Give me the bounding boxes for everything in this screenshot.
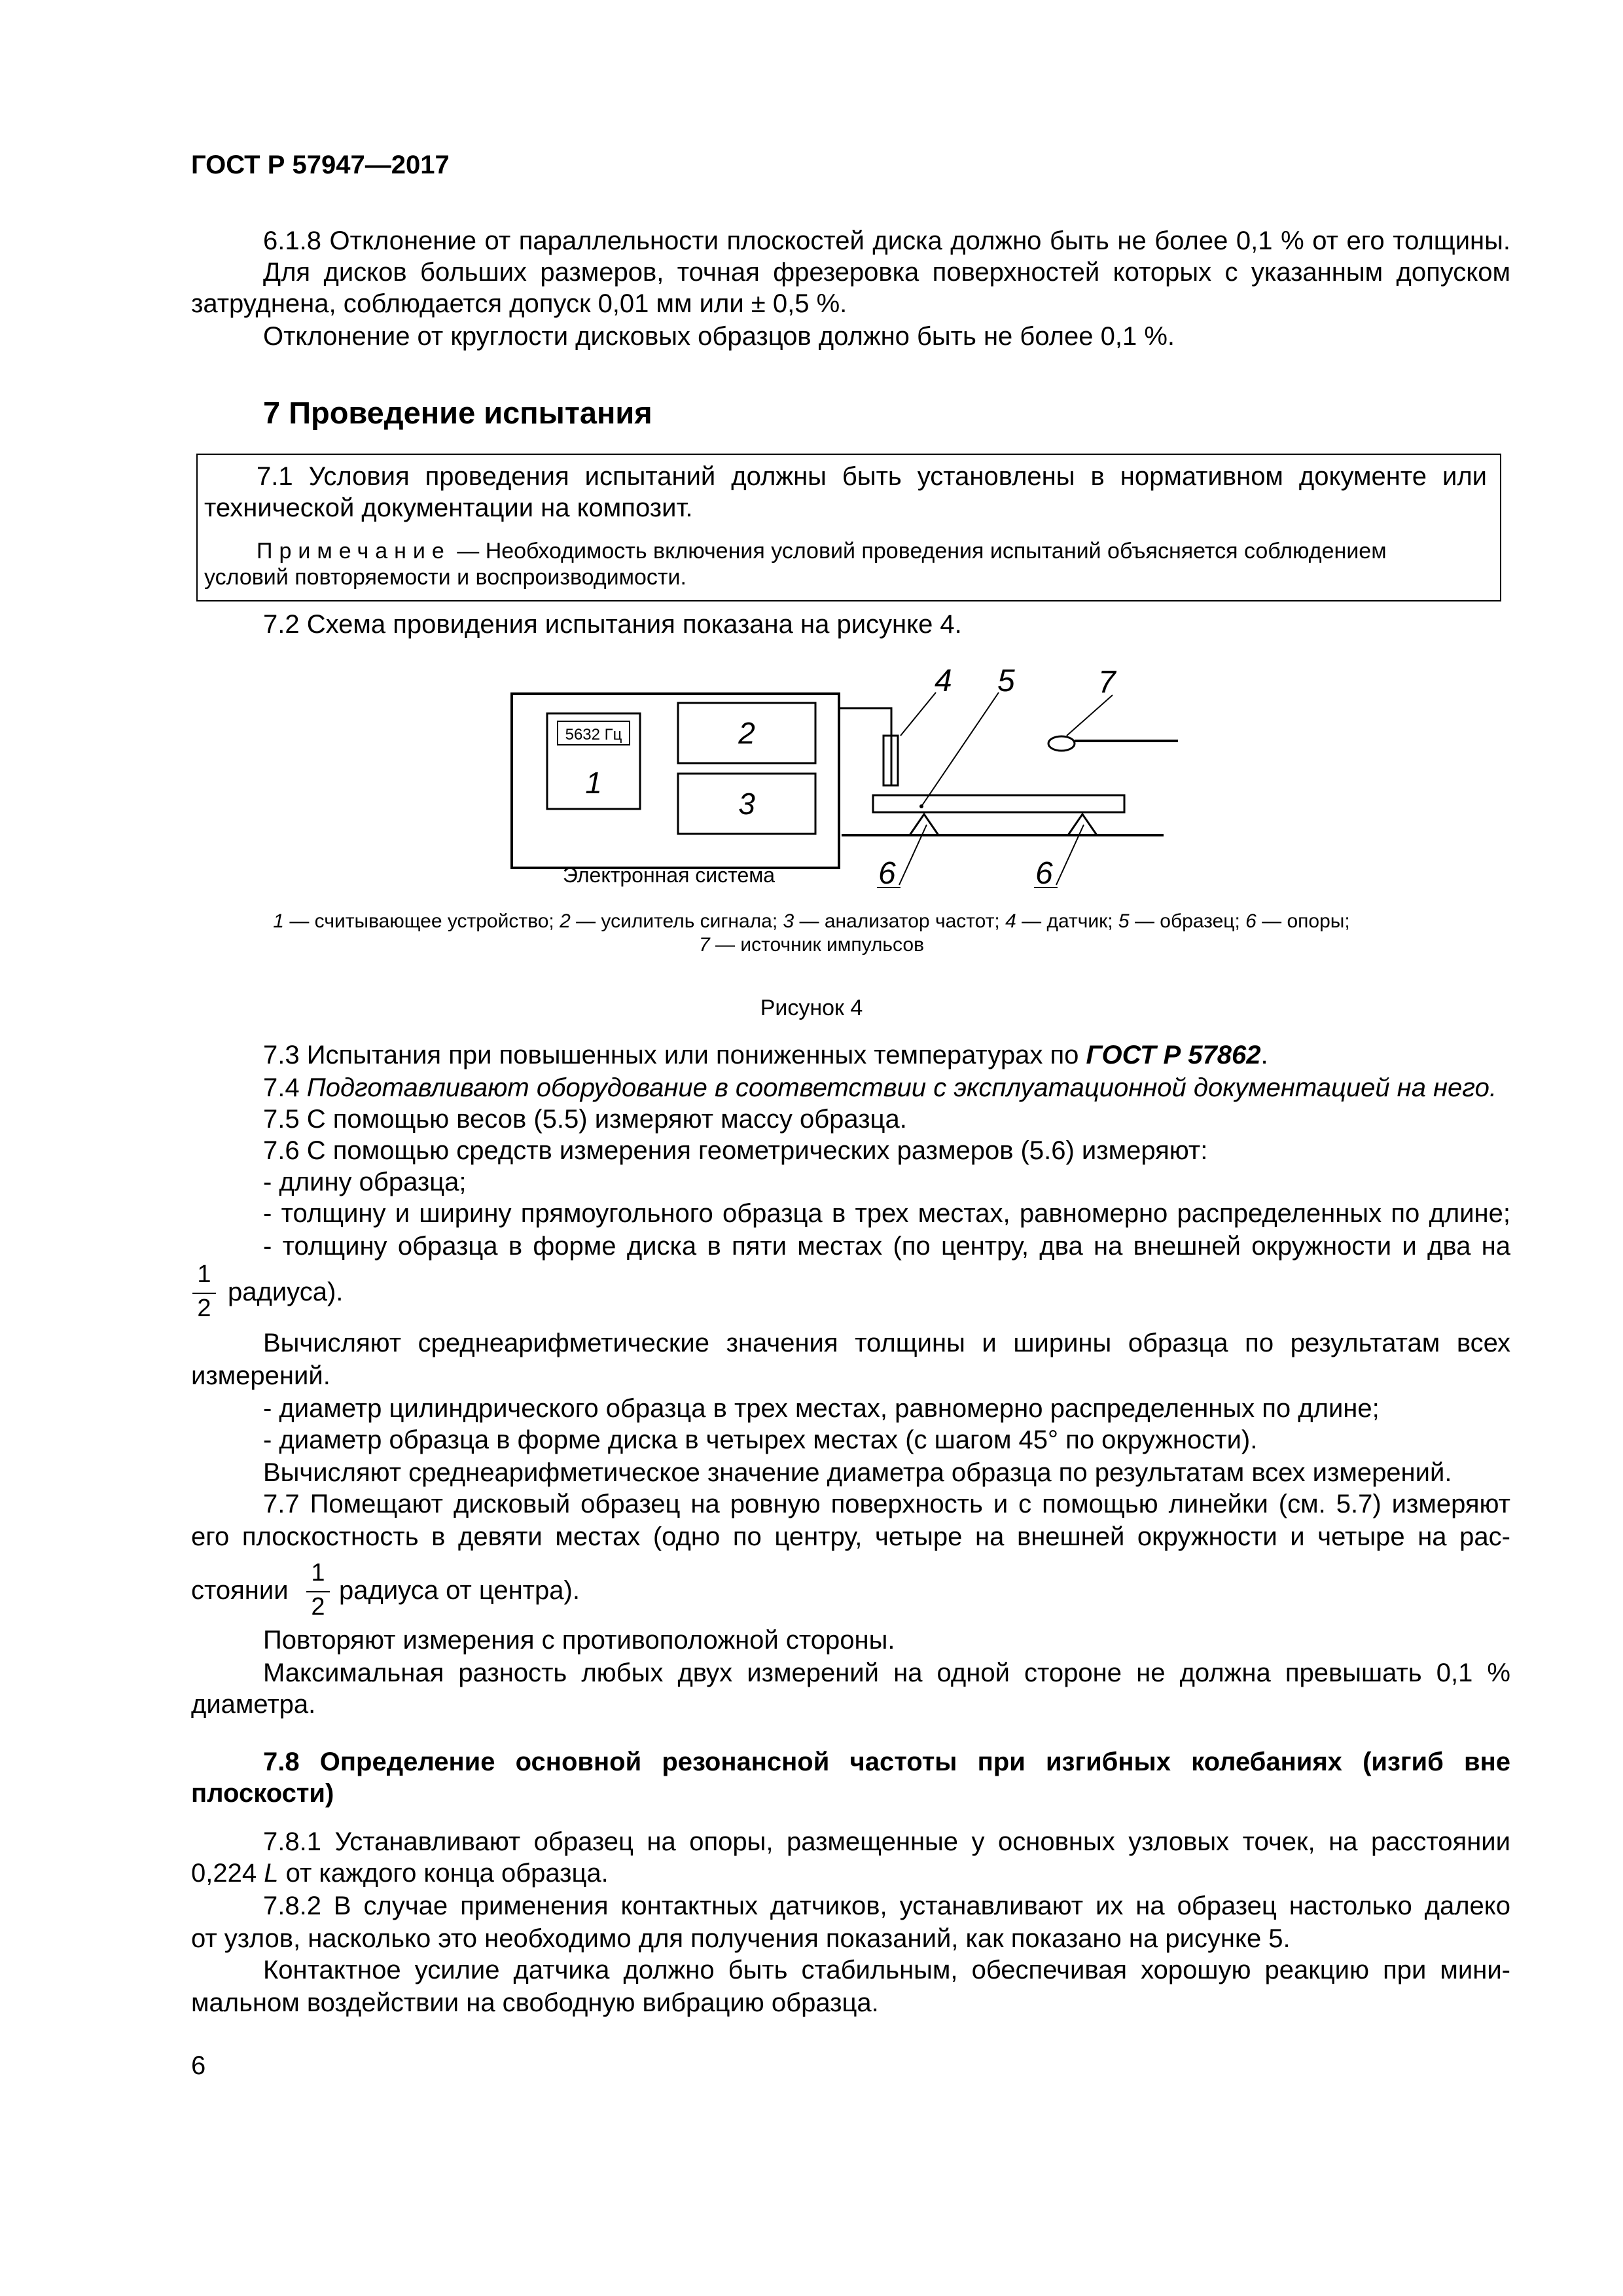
- electronic-system-label: Электронная система: [562, 863, 776, 887]
- document-code-header: ГОСТ Р 57947—2017: [191, 151, 450, 179]
- box-7-1-line-1: 7.1 Условия проведения испытаний должны быть установлены в нормативном документе или: [257, 462, 1487, 491]
- label-4: 4: [935, 664, 952, 698]
- gost-reference-link[interactable]: ГОСТ Р 57862: [1086, 1041, 1261, 1069]
- paragraph-7-6-line-1: 7.6 С помощью средств измерения геометрических размеров (5.6) измеряют:: [263, 1136, 1208, 1165]
- paragraph-7-4: 7.4 Подготавливают оборудование в соответствии с эксплуатационной документацией на него.: [263, 1073, 1497, 1102]
- paragraph-7-8-1-line-2: 0,224 L от каждого конца образца.: [191, 1859, 609, 1888]
- specimen: [873, 795, 1124, 812]
- paragraph-7-7-line-4: Повторяют измерения с противоположной стороны.: [263, 1626, 895, 1655]
- paragraph-7-8-2-line-4: мальном воздействии на свободную вибрацию образца.: [191, 1988, 879, 2017]
- paragraph-6-1-8-line-2: Для дисков больших размеров, точная фрезеровка поверхностей которых с указанным допуском: [263, 258, 1510, 287]
- legend-text: — датчик;: [1016, 910, 1118, 932]
- paragraph-7-7-line-1: 7.7 Помещают дисковый образец на ровную поверхность и с помощью линейки (см. 5.7) измеряют: [263, 1490, 1510, 1518]
- legend-text: — источник импульсов: [709, 934, 925, 956]
- leader-5: [921, 692, 999, 806]
- readout-display-value: 5632 Гц: [565, 726, 622, 744]
- legend-number: 6: [1245, 910, 1257, 932]
- paragraph-6-1-8-line-3: затруднена, соблюдается допуск 0,01 мм или ± 0,5 %.: [191, 289, 847, 318]
- paragraph-7-7-line-5: Максимальная разность любых двух измерений на одной стороне не должна превышать 0,1 %: [263, 1659, 1510, 1687]
- paragraph-7-6-line-5: радиуса).: [228, 1278, 344, 1306]
- label-6-right: 6: [1035, 856, 1053, 891]
- paragraph-6-1-8-line-1: 6.1.8 Отклонение от параллельности плоскостей диска должно быть не более 0,1 % от его толщины.: [263, 226, 1510, 255]
- page-number: 6: [191, 2051, 206, 2080]
- legend-number: 7: [698, 934, 710, 956]
- paragraph-7-6-line-9: - диаметр образца в форме диска в четырех местах (с шагом 45° по окружности).: [263, 1426, 1258, 1454]
- label-6-left: 6: [878, 856, 896, 891]
- fraction-numerator: 1: [197, 1261, 211, 1288]
- label-1: 1: [585, 766, 602, 800]
- paragraph-7-6-line-6: Вычисляют среднеарифметические значения толщины и ширины образца по результатам всех: [263, 1329, 1510, 1357]
- paragraph-7-7-line-6: диаметра.: [191, 1690, 316, 1719]
- box-7-1-line-2: технической документации на композит.: [204, 493, 693, 522]
- note-label: Примечание: [257, 539, 451, 564]
- figure-4-schematic: [0, 0, 1623, 956]
- leader-4: [901, 692, 936, 736]
- section-7-heading: 7 Проведение испытания: [263, 395, 652, 430]
- paragraph-7-6-line-8: - диаметр цилиндрического образца в трех местах, равномерно распределенных по длине;: [263, 1394, 1380, 1423]
- note-text: — Необходимость включения условий проведения испытаний объясняется соблюдением: [450, 539, 1387, 564]
- paragraph-7-7-line-3b: радиуса от центра).: [339, 1576, 580, 1605]
- legend-number: 1: [273, 910, 284, 932]
- leader-7: [1067, 695, 1113, 736]
- figure-4-caption: Рисунок 4: [760, 996, 863, 1020]
- label-3: 3: [738, 787, 755, 821]
- legend-text: — образец;: [1129, 910, 1246, 932]
- paragraph-6-1-8-line-4: Отклонение от круглости дисковых образцов должно быть не более 0,1 %.: [263, 322, 1175, 351]
- figure-4-legend-line-1: [0, 910, 1623, 933]
- label-2: 2: [738, 716, 755, 750]
- paragraph-7-7-line-2: его плоскостность в девяти местах (одно по центру, четыре на внешней окружности и четыре на рас-: [191, 1522, 1510, 1551]
- fraction-bar: [306, 1591, 330, 1592]
- leader-6a: [899, 825, 927, 885]
- legend-text: — опоры;: [1256, 910, 1350, 932]
- section-7-8-heading-line-1: 7.8 Определение основной резонансной частоты при изгибных колебаниях (изгиб вне: [263, 1748, 1510, 1776]
- figure-4-legend-line-2: [0, 933, 1623, 957]
- impulse-source-head: [1048, 736, 1075, 751]
- fraction-denominator: 2: [197, 1295, 211, 1322]
- paragraph-7-6-line-10: Вычисляют среднеарифметическое значение диаметра образца по результатам всех измерений.: [263, 1458, 1452, 1487]
- paragraph-7-6-line-2: - длину образца;: [263, 1168, 467, 1196]
- paragraph-7-6-line-7: измерений.: [191, 1361, 330, 1390]
- electronic-system-frame: [512, 694, 839, 868]
- label-5: 5: [997, 664, 1015, 698]
- fraction-numerator: 1: [311, 1559, 325, 1587]
- box-7-1-note-line-2: условий повторяемости и воспроизводимости.: [204, 565, 687, 590]
- legend-number: 4: [1005, 910, 1016, 932]
- support-left: [910, 814, 938, 835]
- paragraph-7-6-line-4: - толщину образца в форме диска в пяти местах (по центру, два на внешней окружности и два на: [263, 1232, 1510, 1261]
- label-7: 7: [1098, 665, 1116, 700]
- legend-number: 2: [560, 910, 571, 932]
- paragraph-7-8-2-line-2: от узлов, насколько это необходимо для получения показаний, как показано на рисунке 5.: [191, 1924, 1291, 1953]
- paragraph-7-6-line-3: - толщину и ширину прямоугольного образца в трех местах, равномерно распределенных по длине;: [263, 1199, 1510, 1228]
- legend-number: 3: [783, 910, 794, 932]
- paragraph-7-8-2-line-1: 7.8.2 В случае применения контактных датчиков, устанавливают их на образец настолько далеко: [263, 1892, 1510, 1920]
- paragraph-7-3: 7.3 Испытания при повышенных или пониженных температурах по ГОСТ Р 57862.: [263, 1041, 1268, 1069]
- paragraph-7-5: 7.5 С помощью весов (5.5) измеряют массу образца.: [263, 1105, 907, 1134]
- section-7-8-heading-line-2: плоскости): [191, 1779, 334, 1808]
- paragraph-7-7-line-3a: стоянии: [191, 1576, 289, 1605]
- fraction-bar: [192, 1293, 216, 1294]
- paragraph-7-8-2-line-3: Контактное усилие датчика должно быть стабильным, обеспечивая хорошую реакцию при мини-: [263, 1956, 1510, 1984]
- support-right: [1068, 814, 1097, 835]
- legend-number: 5: [1118, 910, 1130, 932]
- paragraph-7-2: 7.2 Схема провидения испытания показана на рисунке 4.: [263, 610, 962, 639]
- fraction-denominator: 2: [311, 1593, 325, 1621]
- legend-text: — считывающее устройство;: [283, 910, 560, 932]
- legend-text: — усилитель сигнала;: [570, 910, 783, 932]
- legend-text: — анализатор частот;: [794, 910, 1006, 932]
- paragraph-7-8-1-line-1: 7.8.1 Устанавливают образец на опоры, размещенные у основных узловых точек, на расстоянии: [263, 1827, 1510, 1856]
